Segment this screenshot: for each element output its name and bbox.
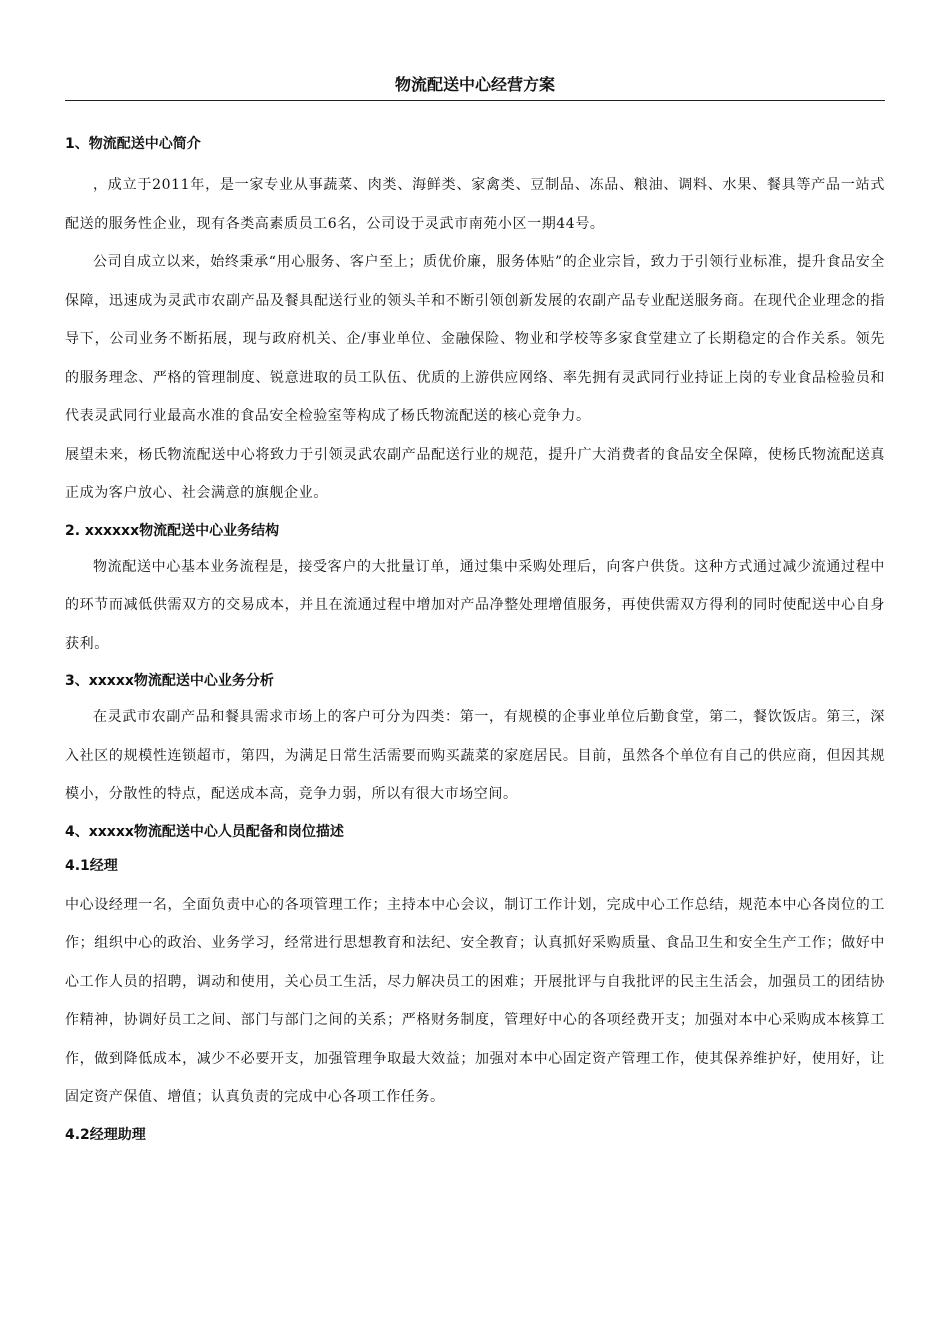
section-heading-1: 1、物流配送中心简介	[65, 136, 201, 152]
paragraph-company-history: 公司自成立以来，始终秉承“用心服务、客户至上；质优价廉，服务体贴”的企业宗旨，致力于引领行业标准，提升食品安全保障，迅速成为灵武市农副产品及餐具配送行业的领头羊和不断引领创新发展的农副产品专业配送服务商。在现代企业理念的指导下，公司业务不断拓展，现与政府机关、企/事业单位、金融保险、物业和学校等多家食堂建立了长期稳定的合作关系。领先的服务理念、严格的管理制度、锐意进取的员工队伍、优质的上游供应网络、率先拥有灵武同行业持证上岗的专业食品检验员和代表灵武同行业最高水准的食品安全检验室等构成了杨氏物流配送的核心竞争力。	[65, 254, 885, 424]
paragraph-manager-duties: 中心设经理一名，全面负责中心的各项管理工作；主持本中心会议，制订工作计划，完成中心工作总结，规范本中心各岗位的工作；组织中心的政治、业务学习，经常进行思想教育和法纪、安全教育；认真抓好采购质量、食品卫生和安全生产工作；做好中心工作人员的招聘，调动和使用，关心员工生活，尽力解决员工的困难；开展批评与自我批评的民主生活会，加强员工的团结协作精神，协调好员工之间、部门与部门之间的关系；严格财务制度，管理好中心的各项经费开支；加强对本中心采购成本核算工作，做到降低成本，减少不必要开支，加强管理争取最大效益；加强对本中心固定资产管理工作，使其保养维护好，使用好，让固定资产保值、增值；认真负责的完成中心各项工作任务。	[65, 896, 885, 1105]
document-body	[65, 130, 885, 1149]
section-heading-4: 4、xxxxx物流配送中心人员配备和岗位描述	[65, 823, 344, 840]
paragraph-business-structure: 物流配送中心基本业务流程是，接受客户的大批量订单，通过集中采购处理后，向客户供货。这种方式通过减少流通过程中的环节而减低供需双方的交易成本，并且在流通过程中增加对产品净整处理增值服务，再使供需双方得利的同时使配送中心自身获利。	[65, 558, 885, 652]
subsection-heading-assistant-manager: 4.2经理助理	[65, 1126, 146, 1143]
paragraph-outlook: 展望未来，杨氏物流配送中心将致力于引领灵武农副产品配送行业的规范，提升广大消费者的食品安全保障，使杨氏物流配送真正成为客户放心、社会满意的旗舰企业。	[65, 446, 885, 501]
section-heading-3: 3、xxxxx物流配送中心业务分析	[65, 673, 274, 689]
section-heading-2: 2. xxxxxx物流配送中心业务结构	[65, 522, 280, 539]
title-divider	[65, 100, 885, 101]
paragraph-intro: ，成立于2011年，是一家专业从事蔬菜、肉类、海鲜类、家禽类、豆制品、冻品、粮油、调料、水果、餐具等产品一站式配送的服务性企业，现有各类高素质员工6名，公司设于灵武市南苑小区一期44号。	[65, 177, 885, 232]
paragraph-business-analysis: 在灵武市农副产品和餐具需求市场上的客户可分为四类：第一，有规模的企事业单位后勤食堂，第二，餐饮饭店。第三，深入社区的规模性连锁超市，第四，为满足日常生活需要而购买蔬菜的家庭居民。目前，虽然各个单位有自己的供应商，但因其规模小，分散性的特点，配送成本高，竞争力弱，所以有很大市场空间。	[65, 709, 885, 802]
document-title: 物流配送中心经营方案	[394, 75, 555, 94]
subsection-heading-manager: 4.1经理	[65, 857, 118, 874]
